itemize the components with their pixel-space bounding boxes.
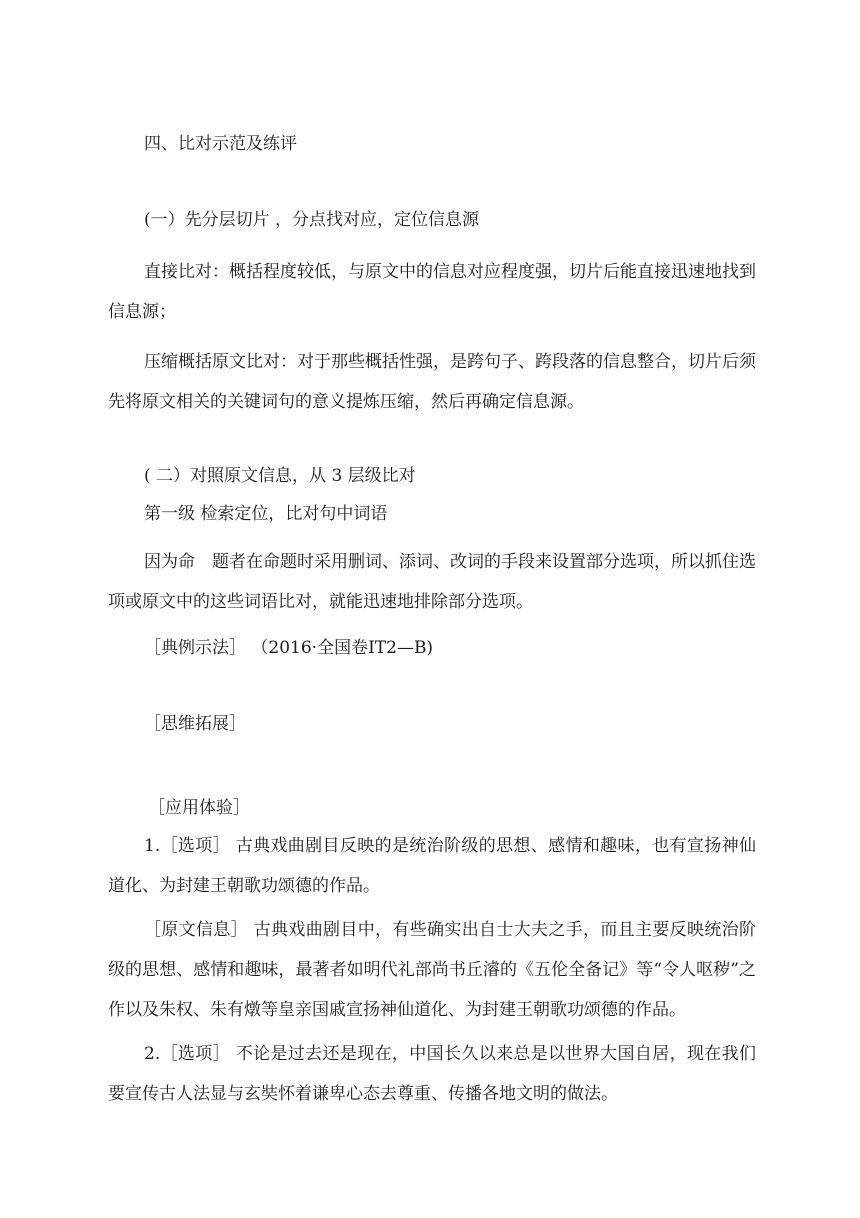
direct-compare-paragraph: 直接比对：概括程度较低，与原文中的信息对应程度强，切片后能直接迅速地找到信息源； — [108, 262, 756, 322]
section-heading: 四、比对示范及练评 — [144, 134, 297, 154]
compress-compare-paragraph: 压缩概括原文比对：对于那些概括性强，是跨句子、跨段落的信息整合，切片后须先将原文相关的关键词句的意义提炼压缩，然后再确定信息源。 — [108, 352, 756, 412]
item-2-option: 2.［选项］ 不论是过去还是现在，中国长久以来总是以世界大国自居，现在我们要宣传古人法显与玄奘怀着谦卑心态去尊重、传播各地文明的做法。 — [108, 1044, 756, 1104]
thinking-label: ［思维拓展］ — [144, 714, 246, 734]
level-1-paragraph: 因为命 题者在命题时采用删词、添词、改词的手段来设置部分选项，所以抓住选项或原文中的这些词语比对，就能迅速地排除部分选项。 — [108, 552, 756, 612]
level-1-heading: 第一级 检索定位，比对句中词语 — [144, 504, 388, 524]
practice-label: ［应用体验］ — [148, 798, 250, 818]
subsection-1-heading: (一）先分层切片 ，分点找对应，定位信息源 — [144, 210, 480, 230]
item-1-source: ［原文信息］ 古典戏曲剧目中，有些确实出自士大夫之手，而且主要反映统治阶级的思想、感情和趣味，最著者如明代礼部尚书丘濬的《五伦全备记》等“令人呕秽”之作以及朱权、朱有燉等皇亲国戚宣扬神仙道化、为封建王朝歌功颂德的作品。 — [108, 920, 756, 1020]
item-1-option: 1.［选项］ 古典戏曲剧目反映的是统治阶级的思想、感情和趣味，也有宣扬神仙道化、为封建王朝歌功颂德的作品。 — [108, 836, 756, 896]
subsection-2-heading: ( 二）对照原文信息，从 3 层级比对 — [144, 466, 416, 486]
example-label: ［典例示法］ （2016·全国卷ⅠT2—B) — [144, 638, 434, 658]
